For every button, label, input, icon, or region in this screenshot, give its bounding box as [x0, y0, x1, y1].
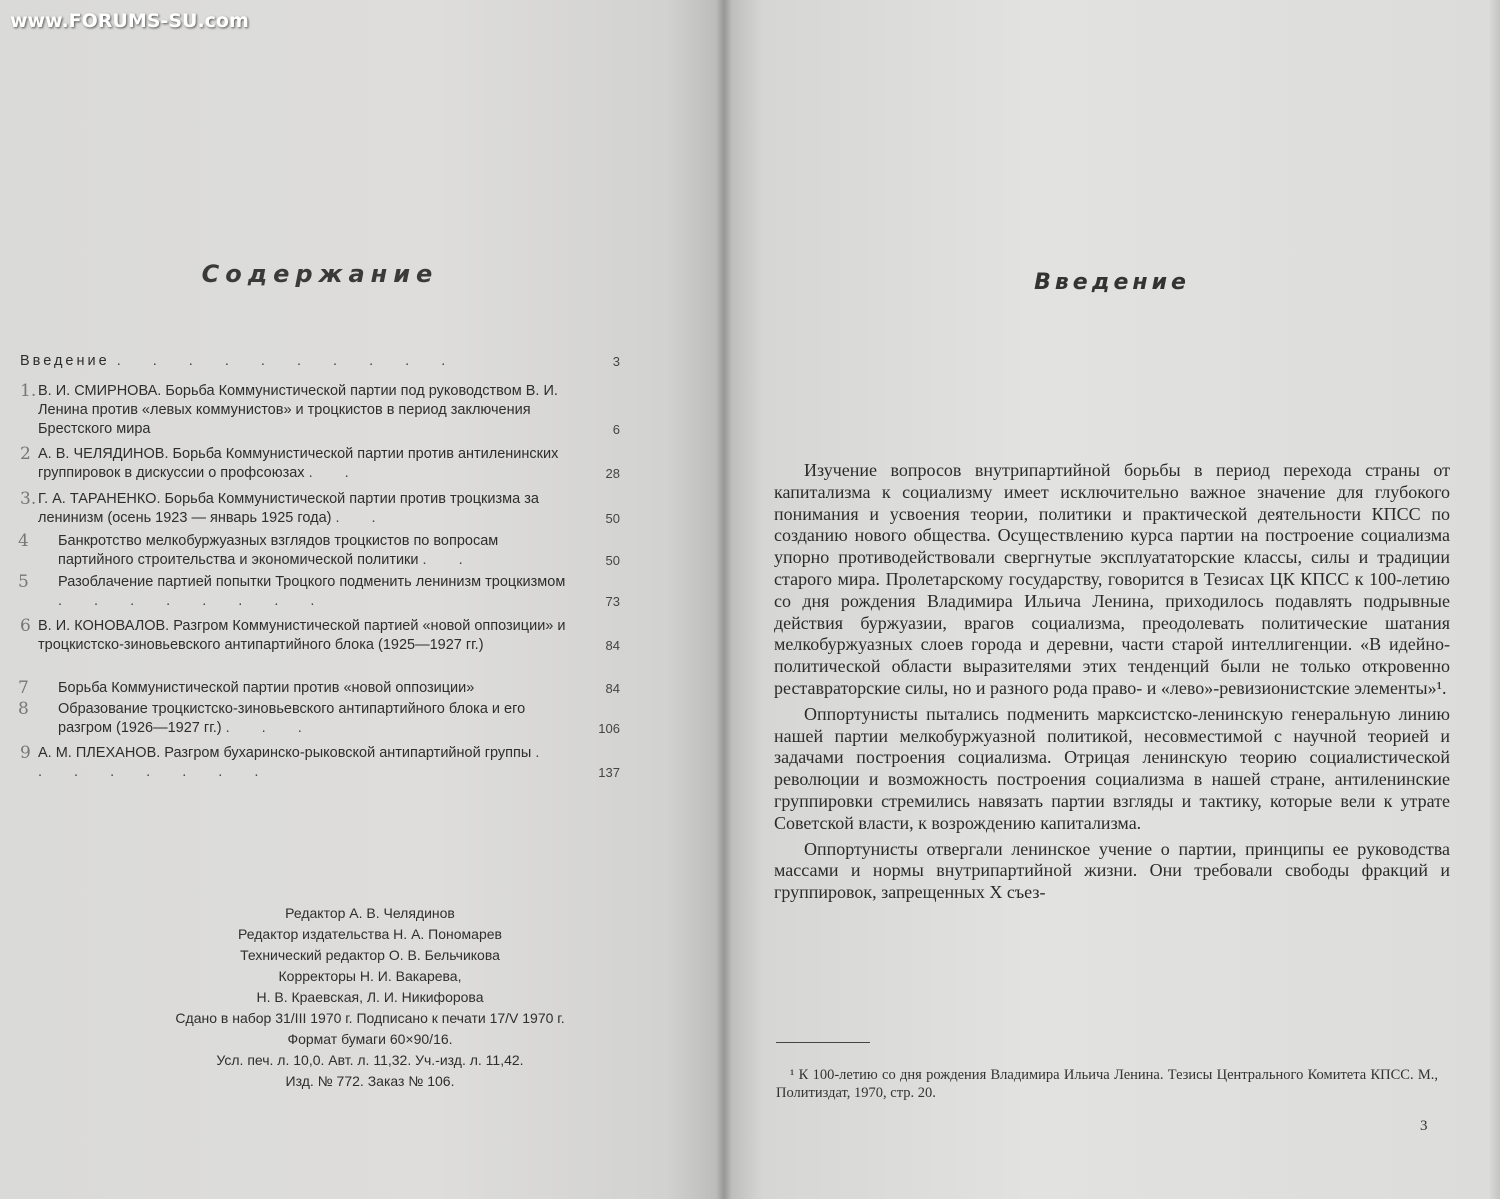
toc-entry-text: В. И. КОНОВАЛОВ. Разгром Коммунистической партией «новой оппозиции» и троцкистско-зиновьевского антипартийного блока (1925—1927 гг.)	[38, 618, 566, 653]
introduction-title: Введение	[1034, 270, 1190, 295]
toc-page-number: 84	[605, 681, 620, 696]
toc-entry	[20, 445, 620, 483]
page-number: 3	[1420, 1118, 1428, 1134]
paragraph: Изучение вопросов внутрипартийной борьбы в период перехода страны от капитализма к социализму имеет исключительно важное значение для глубокого понимания и усвоения теории, политики и практической деятельности КПСС по созданию нового общества. Осуществлению курса партии на построение социализма упорно противодействовали свергнутые эксплуататорские классы, силы и традиции старого мира. Пролетарскому государству, говорится в Тезисах ЦК КПСС к 100-летию со дня рождения Владимира Ильича Ленина, приходилось подавлять подрывные действия буржуазии, врагов социализма, преодолевать политические шатания мелкобуржуазных слоев города и деревни, части старой интеллигенции. «В идейно-политической области выразителями этих тенденций были не только откровенно реставраторские силы, но и разного рода право- и «лево»-ревизионистские элементы»¹.	[774, 460, 1450, 698]
toc-entry-text: Образование троцкистско-зиновьевского антипартийного блока и его разгром (1926—1927 гг.)	[58, 701, 526, 736]
toc-handwritten-number: 7	[18, 678, 29, 698]
toc-page-number: 84	[605, 638, 620, 653]
toc-entry	[18, 699, 620, 738]
imprint-line: Усл. печ. л. 10,0. Авт. л. 11,32. Уч.-изд. л. 11,42.	[216, 1052, 524, 1068]
watermark: www.FORUMS-SU.com	[10, 10, 249, 32]
toc-dots: . . . . . . . .	[38, 745, 554, 780]
toc-dots: . . . . . . . . . .	[116, 353, 460, 369]
toc-entry	[20, 744, 620, 782]
footnote: ¹ К 100-летию со дня рождения Владимира Ильича Ленина. Тезисы Центрального Комитета КПСС. М., Политиздат, 1970, стр. 20.	[776, 1067, 1438, 1101]
toc-handwritten-number: 4	[18, 531, 29, 551]
toc-dots: . .	[335, 510, 390, 526]
toc-entry-text: А. М. ПЛЕХАНОВ. Разгром бухаринско-рыковской антипартийной группы	[38, 745, 532, 761]
toc-handwritten-number: 5	[18, 572, 29, 592]
toc-page-number: 28	[605, 466, 620, 481]
toc-page-number: 137	[598, 765, 620, 780]
toc-page-number: 3	[612, 354, 620, 369]
toc-page-number: 73	[605, 594, 620, 609]
toc-page-number: 6	[612, 422, 620, 437]
introduction-body	[774, 460, 1450, 908]
toc-entry-text: Разоблачение партией попытки Троцкого подменить ленинизм троцкизмом	[58, 574, 566, 590]
toc-handwritten-number: 8	[18, 699, 29, 719]
toc-title: Содержание	[201, 260, 439, 288]
imprint-line: Изд. № 772. Заказ № 106.	[285, 1073, 455, 1089]
toc-entry	[18, 678, 620, 698]
toc-page-number: 50	[605, 511, 620, 526]
imprint-block	[90, 903, 650, 1092]
toc-entry-text: Введение	[20, 353, 110, 369]
toc-dots: . .	[308, 465, 363, 481]
toc-handwritten-number: 6	[20, 616, 31, 636]
toc-entry	[20, 617, 620, 655]
toc-handwritten-number: 2	[20, 444, 31, 464]
imprint-line: Сдано в набор 31/III 1970 г. Подписано к печати 17/V 1970 г.	[175, 1010, 565, 1026]
toc-entry-text: Банкротство мелкобуржуазных взглядов троцкистов по вопросам партийного строительства и экономической политики	[58, 533, 499, 568]
toc-entry-text: Г. А. ТАРАНЕНКО. Борьба Коммунистической партии против троцкизма за ленинизм (осень 1923 — январь 1925 года)	[38, 491, 539, 526]
toc-handwritten-number: 3.	[20, 489, 37, 509]
toc-entry	[18, 531, 620, 570]
toc-entry-text: Борьба Коммунистической партии против «новой оппозиции»	[58, 680, 475, 696]
toc-handwritten-number: 1.	[20, 381, 37, 401]
toc-entry	[20, 490, 620, 528]
toc-entry-text: А. В. ЧЕЛЯДИНОВ. Борьба Коммунистической партии против антиленинских группировок в дискуссии о профсоюзах	[38, 446, 559, 481]
toc-entry	[18, 572, 620, 611]
toc-page-number: 106	[598, 721, 620, 736]
toc-handwritten-number: 9	[20, 743, 31, 763]
paragraph: Оппортунисты пытались подменить марксистско-ленинскую генеральную линию нашей партии мелкобуржуазной политикой, несовместимой с научной теорией и задачами построения социализма. Отрицая ленинскую теорию социалистической революции и возможность построения социализма в нашей стране, антиленинские группировки стремились навязать партии взгляды и тактику, которые вели к утрате Советской власти, к возрождению капитализма.	[774, 703, 1450, 833]
footnote-divider	[776, 1042, 870, 1043]
toc-dots: . . .	[225, 720, 316, 736]
imprint-line: Технический редактор О. В. Бельчикова	[240, 947, 500, 963]
imprint-line: Редактор издательства Н. А. Пономарев	[238, 926, 502, 942]
imprint-line: Н. В. Краевская, Л. И. Никифорова	[256, 989, 484, 1005]
toc-dots: . .	[422, 552, 477, 568]
toc-entry	[20, 352, 620, 371]
toc-dots: . . . . . . . .	[58, 593, 329, 609]
toc-entry-text: В. И. СМИРНОВА. Борьба Коммунистической партии под руководством В. И. Ленина против «левых коммунистов» и троцкистов в период заключения Брестского мира	[38, 383, 558, 437]
imprint-line: Редактор А. В. Челядинов	[285, 905, 455, 921]
toc-entry	[20, 382, 620, 439]
toc-page-number: 50	[605, 553, 620, 568]
imprint-line: Корректоры Н. И. Вакарева,	[278, 968, 462, 984]
book-gutter	[716, 0, 732, 1199]
paragraph: Оппортунисты отвергали ленинское учение о партии, принципы ее руководства массами и нормы внутрипартийной жизни. Они требовали свободы фракций и группировок, запрещенных X съез-	[774, 838, 1450, 903]
page-edge	[1490, 0, 1500, 1199]
imprint-line: Формат бумаги 60×90/16.	[287, 1031, 453, 1047]
